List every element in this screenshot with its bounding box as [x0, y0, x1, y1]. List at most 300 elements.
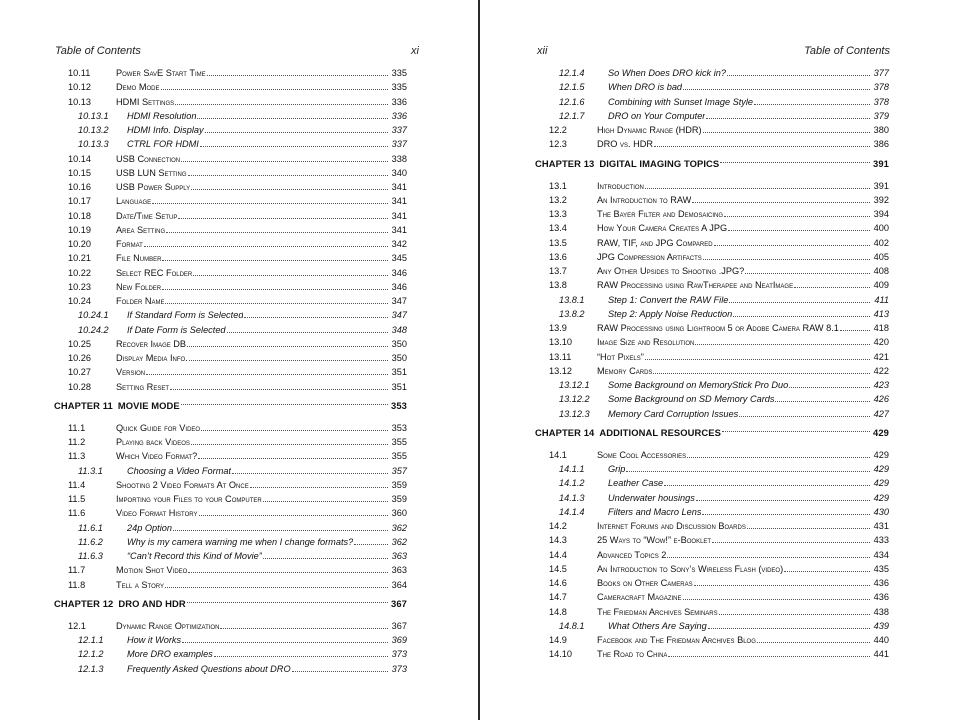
toc-entry-number: 14.8: [549, 606, 567, 617]
toc-entry-title: File Number: [116, 253, 162, 264]
toc-entry-number: 11.8: [68, 579, 86, 590]
toc-entry[interactable]: [535, 647, 889, 661]
toc-entry-number: 10.28: [68, 381, 91, 392]
toc-entry-page: 405: [873, 251, 889, 262]
toc-entry-title: RAW, TIF, and JPG Compared: [597, 237, 713, 248]
dot-leader: [354, 533, 388, 545]
dot-leader: [702, 503, 870, 515]
toc-entry-title: Tell a Story: [116, 579, 164, 590]
dot-leader: [263, 547, 388, 559]
dot-leader: [714, 234, 870, 246]
toc-chapter-entry[interactable]: [535, 152, 889, 176]
toc-entry-title: What Others Are Saying: [608, 620, 707, 631]
toc-entry-title: Demo Mode: [116, 82, 160, 93]
dot-leader: [187, 335, 388, 347]
dot-leader: [189, 349, 388, 361]
toc-entry-page: 377: [873, 68, 889, 78]
toc-entry-number: 12.1.5: [559, 82, 585, 93]
toc-entry-title: RAW Processing using RawTherapee and NeatImage: [597, 280, 794, 291]
toc-entry-page: 431: [873, 521, 889, 531]
toc-entry-title: Playing back Videos: [116, 437, 190, 447]
toc-entry-page: 429: [873, 492, 889, 503]
dot-leader: [161, 78, 388, 90]
toc-entry-page: 337: [391, 125, 407, 135]
dot-leader: [719, 603, 870, 615]
toc-entry-page: 355: [391, 437, 407, 447]
toc-entry-title: DRO vs. HDR: [597, 139, 653, 150]
dot-leader: [182, 631, 388, 643]
toc-entry-title: DRO on Your Computer: [608, 110, 706, 121]
toc-entry-title: DRO AND HDR: [118, 597, 186, 609]
toc-entry-title: RAW Processing using Lightroom 5 or Adobe Camera RAW 8.1: [597, 323, 839, 333]
toc-entry-page: 413: [873, 308, 889, 319]
toc-entry-page: 336: [391, 96, 407, 107]
toc-chapter-entry[interactable]: [535, 421, 889, 445]
toc-entry-title: Display Media Info.: [116, 353, 188, 363]
toc-entry-number: 14.1.2: [559, 478, 585, 489]
toc-entry-title: Introduction: [597, 180, 644, 191]
toc-entry-number: 10.13.1: [78, 110, 109, 121]
toc-entry-number: 13.8.2: [559, 308, 585, 319]
toc-entry-number: 10.24.1: [78, 310, 109, 321]
toc-entry-title: Leather Case: [608, 478, 664, 489]
toc-entry-number: 13.3: [549, 209, 567, 219]
toc-entry-number: 10.27: [68, 367, 91, 378]
toc-entry-number: 12.1.7: [559, 110, 585, 121]
toc-entry-number: 10.16: [68, 182, 91, 192]
dot-leader: [683, 78, 870, 90]
toc-entry-title: Step 1: Convert the RAW File: [608, 294, 729, 305]
toc-entry-page: 426: [873, 394, 889, 405]
toc-entry-number: 10.23: [68, 281, 91, 292]
toc-entry-number: 14.10: [549, 649, 572, 660]
toc-entry-page: 429: [873, 449, 889, 460]
dot-leader: [668, 645, 870, 657]
toc-entry-title: Which Video Format?: [116, 451, 198, 462]
toc-entry-title: MOVIE MODE: [117, 399, 180, 411]
toc-entry-number: 10.26: [68, 353, 91, 363]
toc-entry-number: 13.8: [549, 280, 567, 291]
toc-entry-title: Image Size and Resolution: [597, 337, 695, 348]
right-page: [480, 0, 959, 720]
toc-entry-number: CHAPTER 14: [535, 426, 595, 438]
toc-entry-title: Underwater housings: [608, 492, 695, 503]
toc-entry-title: Memory Card Corruption Issues: [608, 408, 739, 419]
dot-leader: [757, 631, 870, 643]
toc-entry-number: 11.7: [68, 565, 86, 576]
toc-entry-number: 13.6: [549, 251, 567, 262]
toc-entry-number: 10.22: [68, 267, 91, 278]
toc-chapter-entry[interactable]: [54, 394, 407, 418]
toc-entry[interactable]: [535, 407, 889, 421]
dot-leader: [728, 219, 870, 231]
toc-entry-number: 12.1.6: [559, 96, 585, 107]
toc-entry-number: 10.20: [68, 239, 91, 249]
dot-leader: [747, 517, 870, 529]
toc-entry-title: Quick Guide for Video: [116, 422, 201, 433]
dot-leader: [187, 591, 388, 603]
dot-leader: [220, 617, 388, 629]
toc-entry-page: 360: [391, 508, 407, 519]
toc-entry-title: Shooting 2 Video Formats At Once: [116, 479, 249, 490]
toc-entry-number: 11.6.3: [78, 551, 103, 561]
toc-entry-page: 440: [873, 635, 889, 645]
toc-entry-title: HDMI Settings: [116, 96, 175, 107]
toc-entry-title: CTRL FOR HDMI: [127, 139, 199, 150]
dot-leader: [703, 121, 870, 133]
toc-entry-number: 13.10: [549, 337, 572, 348]
toc-entry-title: USB LUN Setting: [116, 167, 187, 178]
toc-entry-page: 355: [391, 451, 407, 462]
page-number: xi: [411, 45, 419, 57]
toc-entry-title: The Bayer Filter and Demosaicing: [597, 209, 723, 219]
toc-entry-number: 11.6.2: [78, 536, 103, 547]
toc-entry-number: 11.6: [68, 508, 86, 519]
toc-entry-page: 434: [873, 549, 889, 560]
right-page-header: [537, 45, 890, 57]
dot-leader: [692, 191, 870, 203]
toc-entry-number: 13.12: [549, 365, 572, 376]
dot-leader: [794, 276, 870, 288]
dot-leader: [733, 305, 870, 317]
dot-leader: [199, 504, 389, 516]
toc-entry-title: If Standard Form is Selected: [127, 310, 244, 321]
toc-entry-title: When DRO is bad: [608, 82, 683, 93]
dot-leader: [745, 262, 870, 274]
running-title: Table of Contents: [55, 45, 141, 57]
dot-leader: [232, 462, 388, 474]
toc-entry-number: 14.1.3: [559, 492, 585, 503]
toc-entry-page: 341: [391, 182, 407, 192]
toc-entry-number: 14.7: [549, 592, 567, 603]
toc-entry-page: 422: [873, 365, 889, 376]
toc-chapter-entry[interactable]: [54, 592, 407, 616]
toc-entry-number: 10.24.2: [78, 324, 109, 335]
toc-entry-title: Why is my camera warning me when I change formats?: [127, 536, 354, 547]
dot-leader: [227, 321, 388, 333]
toc-entry-page: 400: [873, 223, 889, 234]
toc-entry-title: The Road to China: [597, 649, 668, 660]
toc-entry-page: 439: [873, 620, 889, 631]
toc-entry-title: HDMI Info. Display: [127, 125, 204, 135]
toc-entry-number: 13.12.3: [559, 408, 590, 419]
toc-entry-page: 359: [391, 494, 407, 504]
dot-leader: [198, 447, 388, 459]
toc-entry-page: 335: [391, 68, 407, 78]
dot-leader: [146, 363, 388, 375]
toc-entry-page: 421: [873, 351, 889, 362]
dot-leader: [166, 221, 388, 233]
toc-entry-number: 12.2: [549, 125, 567, 135]
toc-entry-number: 13.1: [549, 180, 567, 191]
dot-leader: [789, 376, 870, 388]
toc-entry-number: 14.8.1: [559, 620, 585, 631]
toc-entry-page: 346: [391, 267, 407, 278]
toc-entry-number: 13.9: [549, 323, 567, 333]
toc-entry-title: Facebook and The Friedman Archives Blog: [597, 635, 756, 645]
toc-entry-title: Some Background on SD Memory Cards: [608, 394, 775, 405]
dot-leader: [667, 546, 870, 558]
toc-entry-page: 429: [873, 464, 889, 474]
dot-leader: [683, 588, 870, 600]
toc-entry-page: 436: [873, 578, 889, 588]
toc-entry-title: An Introduction to Sony’s Wireless Flash (video): [597, 563, 784, 574]
toc-entry-title: Any Other Upsides to Shooting .JPG?: [597, 266, 745, 276]
page-number: xii: [537, 45, 548, 57]
toc-entry-number: 10.15: [68, 167, 91, 178]
toc-entry-title: USB Power Supply: [116, 182, 191, 192]
left-page: [0, 0, 478, 720]
toc-entry-page: 429: [873, 426, 889, 438]
dot-leader: [214, 645, 388, 657]
dot-leader: [712, 531, 870, 543]
toc-entry-number: 12.3: [549, 139, 567, 150]
dot-leader: [775, 390, 870, 402]
toc-entry[interactable]: [535, 307, 889, 321]
toc-entry-title: Books on Other Cameras: [597, 578, 693, 588]
toc-entry-page: 429: [873, 478, 889, 489]
toc-entry-page: 337: [391, 139, 407, 150]
toc-entry-page: 420: [873, 337, 889, 348]
dot-leader: [696, 489, 870, 501]
dot-leader: [694, 574, 870, 586]
dot-leader: [724, 205, 870, 217]
toc-entry-title: Internet Forums and Discussion Boards: [597, 521, 746, 531]
toc-entry-number: 13.12.1: [559, 380, 590, 390]
toc-entry-page: 373: [391, 663, 407, 674]
dot-leader: [706, 107, 870, 119]
dot-leader: [703, 248, 870, 260]
toc-entry-page: 411: [874, 294, 889, 305]
toc-entry-title: How it Works: [127, 635, 182, 645]
toc-entry-title: Step 2: Apply Noise Reduction: [608, 308, 733, 319]
dot-leader: [727, 64, 870, 76]
toc-entry-title: An Introduction to RAW: [597, 194, 692, 205]
toc-entry-number: 14.6: [549, 578, 567, 588]
dot-leader: [626, 460, 870, 472]
toc-entry-page: 427: [873, 408, 889, 419]
toc-entry-page: 350: [391, 353, 407, 363]
toc-entry-page: 438: [873, 606, 889, 617]
dot-leader: [191, 178, 388, 190]
toc-entry-page: 348: [391, 324, 407, 335]
dot-leader: [754, 93, 870, 105]
dot-leader: [205, 121, 388, 133]
toc-entry-page: 347: [391, 310, 407, 321]
toc-entry-title: The Friedman Archives Seminars: [597, 606, 718, 617]
dot-leader: [162, 249, 388, 261]
toc-entry-number: 10.18: [68, 210, 91, 221]
toc-entry-title: “Hot Pixels”: [597, 351, 644, 362]
dot-leader: [170, 378, 388, 390]
toc-entry-number: 14.2: [549, 521, 567, 531]
toc-entry-number: 10.11: [68, 68, 91, 78]
dot-leader: [653, 362, 870, 374]
toc-entry-page: 392: [873, 194, 889, 205]
toc-entry-page: 441: [873, 649, 889, 660]
toc-entry-title: JPG Compression Artifacts: [597, 251, 702, 262]
toc-entry-title: Area Setting: [116, 224, 166, 235]
toc-entry-number: 10.19: [68, 224, 91, 235]
toc-entry-title: Select REC Folder: [116, 267, 193, 278]
toc-entry-page: 367: [391, 620, 407, 631]
toc-entry-title: How Your Camera Creates A JPG: [597, 223, 728, 234]
toc-entry-page: 341: [391, 196, 407, 207]
toc-entry-number: 13.5: [549, 237, 567, 248]
toc-entry-page: 408: [873, 266, 889, 276]
toc-entry-page: 380: [873, 125, 889, 135]
toc-entry-page: 335: [391, 82, 407, 93]
dot-leader: [263, 490, 388, 502]
toc-entry-title: New Folder: [116, 281, 162, 292]
toc-entry-number: 10.21: [68, 253, 91, 264]
toc-entry-page: 433: [873, 535, 889, 546]
dot-leader: [165, 576, 388, 588]
toc-entry-title: Cameracraft Magazine: [597, 592, 682, 603]
dot-leader: [152, 192, 388, 204]
toc-entry-title: Filters and Macro Lens: [608, 506, 702, 517]
toc-entry-number: 14.9: [549, 635, 567, 645]
toc-entry-number: CHAPTER 11: [54, 399, 113, 411]
dot-leader: [695, 333, 870, 345]
toc-entry-title: 25 Ways to “Wow!” e-Booklet: [597, 535, 712, 546]
toc-entry-page: 386: [873, 139, 889, 150]
dot-leader: [181, 150, 388, 162]
toc-entry-page: 341: [391, 224, 407, 235]
dot-leader: [292, 660, 388, 672]
dot-leader: [207, 64, 388, 76]
dot-leader: [654, 135, 870, 147]
toc-entry-page: 391: [873, 157, 889, 169]
toc-entry-page: 435: [873, 563, 889, 574]
toc-entry-number: 13.8.1: [559, 294, 585, 305]
toc-entry-title: Power SavE Start Time: [116, 68, 206, 78]
toc-entry-number: CHAPTER 12: [54, 597, 114, 609]
toc-entry-title: Format: [116, 239, 143, 249]
toc-entry-page: 402: [873, 237, 889, 248]
dot-leader: [188, 561, 388, 573]
toc-entry-page: 338: [391, 153, 407, 164]
toc-entry-number: 13.7: [549, 266, 567, 276]
toc-entry-title: Motion Shot Video: [116, 565, 188, 576]
toc-entry-title: More DRO examples: [127, 649, 213, 660]
dot-leader: [144, 235, 388, 247]
dot-leader: [201, 419, 388, 431]
dot-leader: [729, 291, 870, 303]
toc-entry-page: 359: [391, 479, 407, 490]
toc-entry-title: Some Cool Accessories: [597, 449, 687, 460]
dot-leader: [200, 135, 388, 147]
dot-leader: [687, 446, 870, 458]
toc-entry-page: 340: [391, 167, 407, 178]
toc-entry-number: 14.1.1: [559, 464, 585, 474]
toc-entry-page: 362: [391, 536, 407, 547]
toc-entry-number: 10.25: [68, 338, 91, 349]
toc-entry-title: Frequently Asked Questions about DRO: [127, 663, 291, 674]
toc-entry[interactable]: [54, 578, 407, 592]
toc-entry-title: Choosing a Video Format: [127, 465, 232, 476]
toc-entry-page: 378: [873, 96, 889, 107]
toc-entry-number: 10.13.3: [78, 139, 109, 150]
toc-entry-number: 11.4: [68, 479, 86, 490]
toc-entry-page: 423: [873, 380, 889, 390]
dot-leader: [720, 151, 870, 163]
toc-entry-number: 10.14: [68, 153, 91, 164]
toc-entry-title: Version: [116, 367, 146, 378]
toc-entry-page: 409: [873, 280, 889, 291]
toc-entry-page: 430: [873, 506, 889, 517]
toc-entry-number: 11.6.1: [78, 522, 103, 533]
dot-leader: [840, 319, 870, 331]
toc-entry-page: 347: [391, 296, 407, 306]
toc-entry-title: Combining with Sunset Image Style: [608, 96, 754, 107]
toc-entry-number: 12.1.1: [78, 635, 104, 645]
toc-entry-page: 341: [391, 210, 407, 221]
toc-entry-page: 345: [391, 253, 407, 264]
toc-entry[interactable]: [535, 137, 889, 151]
toc-entry-number: 11.3.1: [78, 465, 103, 476]
toc-entry-page: 363: [391, 565, 407, 576]
dot-leader: [645, 348, 870, 360]
toc-entry-page: 350: [391, 338, 407, 349]
toc-entry[interactable]: [54, 380, 407, 394]
dot-leader: [162, 278, 388, 290]
dot-leader: [173, 519, 388, 531]
toc-entry-number: 12.1.4: [559, 68, 585, 78]
dot-leader: [250, 476, 388, 488]
toc-entry-number: 14.4: [549, 549, 567, 560]
toc-entry-page: 362: [391, 522, 407, 533]
dot-leader: [193, 264, 388, 276]
toc-entry-page: 353: [391, 422, 407, 433]
toc-entry-number: 13.4: [549, 223, 567, 234]
toc-entry-title: Importing your Files to your Computer: [116, 494, 262, 504]
dot-leader: [181, 393, 388, 405]
toc-entry-page: 336: [391, 110, 407, 121]
dot-leader: [784, 560, 870, 572]
toc-entry-title: “Can’t Record this Kind of Movie”: [127, 551, 262, 561]
table-of-contents-list: [54, 66, 407, 676]
dot-leader: [244, 306, 388, 318]
toc-entry-title: Setting Reset: [116, 381, 169, 392]
toc-entry-page: 342: [391, 239, 407, 249]
dot-leader: [175, 93, 388, 105]
toc-entry-number: 14.3: [549, 535, 567, 546]
toc-entry-number: 13.11: [549, 351, 572, 362]
toc-entry-number: 13.2: [549, 194, 567, 205]
toc-entry-title: If Date Form is Selected: [127, 324, 226, 335]
toc-entry-number: 11.5: [68, 494, 86, 504]
toc-entry-page: 418: [873, 323, 889, 333]
toc-entry-page: 357: [391, 465, 407, 476]
toc-entry-number: 14.1: [549, 449, 567, 460]
toc-entry[interactable]: [54, 662, 407, 676]
toc-entry-number: 10.12: [68, 82, 91, 93]
toc-entry-number: 11.2: [68, 437, 86, 447]
toc-entry-title: So When Does DRO kick in?: [608, 68, 726, 78]
toc-entry-number: 12.1: [68, 620, 86, 631]
toc-entry-title: DIGITAL IMAGING TOPICS: [599, 157, 720, 169]
toc-entry-title: 24p Option: [127, 522, 172, 533]
toc-entry-number: 12.1.2: [78, 649, 104, 660]
dot-leader: [188, 164, 388, 176]
toc-entry-page: 394: [873, 209, 889, 219]
toc-entry-title: High Dynamic Range (HDR): [597, 125, 702, 135]
table-of-contents-list: [535, 66, 889, 662]
dot-leader: [722, 420, 870, 432]
toc-entry-title: Date/Time Setup: [116, 210, 178, 221]
toc-entry-title: USB Connection: [116, 153, 181, 164]
